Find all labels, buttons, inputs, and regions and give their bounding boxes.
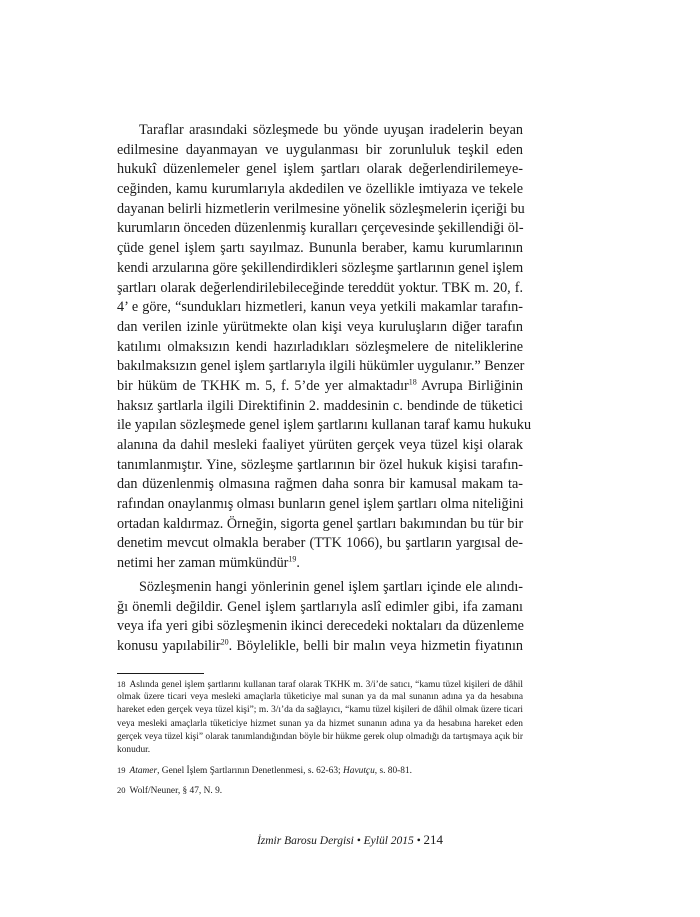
- text-line: edilmesine dayanmayan ve uygulanması bir zorunluluk teşkil eden: [117, 141, 523, 158]
- text-line: kurumların önceden düzenlenmiş kuralları çerçevesinde şekillendiği öl-: [117, 220, 524, 237]
- footnote-18-line: olmak üzere ticari veya mesleki amaçlarla tüketiciye mal sunan ya da mal sunanın adına ya da hesabına: [117, 692, 523, 703]
- text-line: veya ifa yeri gibi sözleşmenin ikinci derecedeki noktaları da düzenleme: [117, 618, 524, 635]
- footnote-divider: [117, 673, 204, 674]
- text-line: ortadan kaldırmaz. Örneğin, sigorta genel şartları bakımından bu tür bir: [117, 515, 524, 532]
- text-segment: bir hüküm de TKHK m. 5, f. 5’de yer almaktadır: [117, 377, 409, 394]
- text-line: alanına da dahil mesleki faaliyet yürüten gerçek veya tüzel kişi olarak: [117, 437, 523, 453]
- footnote-number: 20: [117, 785, 126, 796]
- paragraph-2: [117, 578, 523, 657]
- text-line: bakılmaksızın genel işlem şartlarıyla ilgili hükümler uygulanır.” Benzer: [117, 358, 525, 375]
- footnote-text: , Genel İşlem Şartlarının Denetlenmesi, s. 62-63;: [157, 766, 344, 777]
- footnote-18-line: veya mesleki amaçlarla tüketiciye hizmet sunan ya da hizmet sunanın adına ya da hesabına hareket eden: [117, 718, 523, 729]
- text-line: dayanan belirli hizmetlerin verilmesine yönelik sözleşmelerin içeriği bu: [117, 200, 525, 217]
- footnote-ref-18[interactable]: 18: [408, 377, 417, 387]
- text-line: ceğinden, kamu kurumlarıyla akdedilen ve özellikle imtiyaza ve tekele: [117, 181, 523, 198]
- text-line: kendi arzularına göre şekillendirdikleri sözleşme şartlarının genel işlem: [117, 259, 524, 276]
- footnote-spacer: [117, 777, 523, 784]
- footnote-author: Havutçu: [343, 766, 375, 777]
- text-line: dan düzenlenmiş olmasına rağmen daha sonra bir kamusal makam ta-: [117, 476, 523, 493]
- footnote-ref-20[interactable]: 20: [220, 637, 229, 647]
- text-line: Taraflar arasındaki sözleşmede bu yönde uyuşan iradelerin beyan: [139, 122, 523, 138]
- text-line-with-footnote: [117, 377, 523, 397]
- text-line: şartları olarak değerlendirilebileceğinde tereddüt yoktur. TBK m. 20, f.: [117, 279, 523, 296]
- text-line: 4’ e göre, “sundukları hizmetleri, kanun veya yetkili makamlar tarafın-: [117, 299, 523, 316]
- text-line: tanımlanmıştır. Yine, sözleşme şartlarının bir özel hukuk kişisi tarafın-: [117, 456, 523, 473]
- footnote-text: , s. 80-81.: [374, 766, 413, 777]
- footnote-author: Atamer: [129, 766, 158, 777]
- text-line: katılımı olmaksızın kendi hazırladıkları sözleşmelere de niteliklerine: [117, 338, 523, 355]
- footnote-20: [117, 784, 523, 797]
- page-number: 214: [423, 832, 444, 847]
- text-line: rafından onaylanmış olması bunların genel işlem şartları olma niteliğini: [117, 496, 524, 513]
- period: .: [296, 555, 300, 572]
- footnote-19: [117, 764, 523, 777]
- footnote-18-line: gerçek veya tüzel kişi” olarak tanımlandığından böyle bir hükme gerek olup olmadığı da tartışmaya açık bir: [117, 731, 523, 742]
- footnote-spacer: [117, 757, 523, 764]
- text-line: Sözleşmenin hangi yönlerinin genel işlem şartları içinde ele alındı-: [139, 579, 523, 595]
- footnote-text: Wolf/Neuner, § 47, N. 9.: [129, 786, 223, 797]
- footnote-18-line: [117, 678, 523, 691]
- text-segment: konusu yapılabilir: [117, 638, 221, 655]
- period: .: [228, 638, 237, 655]
- text-line: çüde genel işlem şartı sayılmaz. Bununla beraber, kamu kurumlarının: [117, 240, 523, 257]
- text-segment: Avrupa Birliğinin: [416, 377, 524, 394]
- footnote-number: 18: [117, 679, 126, 689]
- text-line: denetim mevcut olmakla beraber (TTK 1066), bu şartların yargısal de-: [117, 535, 523, 552]
- text-line: haksız şartlarla ilgili Direktifinin 2. maddesinin c. bendinde de tüketici: [117, 397, 523, 414]
- journal-title: İzmir Barosu Dergisi • Eylül 2015 •: [256, 835, 421, 847]
- text-line: ğı önemli değildir. Genel işlem şartlarıyla aslî edimler gibi, ifa zamanı: [117, 598, 523, 615]
- page-footer: [0, 832, 700, 848]
- text-line: dan verilen izinle yürütmekte olan kişi veya kuruluşların diğer tarafın: [117, 318, 523, 335]
- footnote-ref-19[interactable]: 19: [288, 554, 297, 564]
- text-line: ile yapılan sözleşmede genel işlem şartlarını kullanan taraf kamu hukuku: [117, 417, 532, 434]
- text-segment: netimi her zaman mümkündür: [117, 555, 289, 572]
- text-line: hukukî düzenlemeler genel işlem şartları olarak değerlendirilemeye-: [117, 161, 523, 178]
- footnote-18-line: konudur.: [117, 744, 151, 755]
- paragraph-1: [117, 121, 532, 574]
- footnote-text: Aslında genel işlem şartlarını kullanan taraf olarak TKHK m. 3/i’de satıcı, “kamu tüzel kişileri de dâhil: [129, 680, 523, 690]
- text-line-with-footnote: [117, 637, 523, 657]
- text-segment: Böylelikle, belli bir malın veya hizmetin fiyatının: [236, 638, 523, 655]
- footnote-18-line: hareket eden gerçek veya tüzel kişi”; m. 3/ı’da da sağlayıcı, “kamu tüzel kişileri de dâhil olmak üzere ticari: [117, 705, 523, 716]
- footnotes: [117, 678, 523, 798]
- text-line-with-footnote: [117, 554, 523, 574]
- footnote-number: 19: [117, 765, 126, 776]
